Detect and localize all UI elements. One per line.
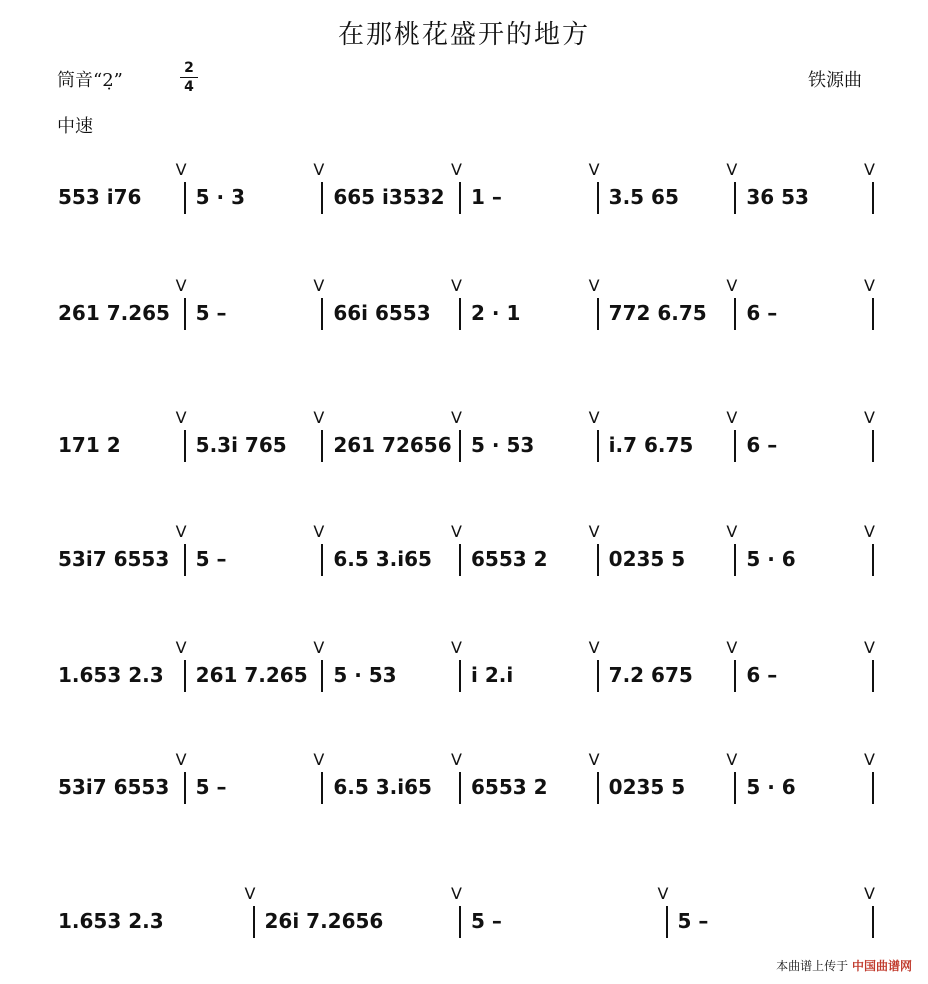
measure: 5 –: [195, 776, 227, 798]
barline: [184, 544, 186, 576]
score-system: [0, 638, 928, 700]
breath-mark: V: [451, 160, 462, 179]
barline: [734, 772, 736, 804]
measure: 5 –: [195, 302, 227, 324]
breath-mark: V: [864, 522, 875, 541]
measure: 553 i76: [58, 186, 142, 208]
breath-mark: V: [726, 638, 738, 657]
breath-mark: V: [588, 408, 600, 427]
measure: 5.3i 765: [195, 434, 287, 456]
measure: 772 6.75: [608, 302, 707, 324]
score-system: [0, 408, 928, 470]
measure: 36 53: [746, 186, 809, 208]
barline: [459, 660, 461, 692]
breath-mark: V: [313, 160, 325, 179]
barline: [872, 660, 874, 692]
measure: 0235 5: [608, 776, 686, 798]
measure: 1.653 2.3: [58, 910, 164, 932]
key-signature: 筒音“2̣”: [57, 70, 123, 91]
measure: 171 2: [58, 434, 121, 456]
breath-mark: V: [588, 276, 600, 295]
barline: [184, 660, 186, 692]
measure: 261 7.265: [58, 302, 170, 324]
breath-mark: V: [588, 160, 600, 179]
measure: 53i7 6553: [58, 548, 170, 570]
measure: 1 –: [471, 186, 502, 208]
barline: [321, 544, 323, 576]
breath-mark: V: [451, 522, 462, 541]
barline: [321, 298, 323, 330]
breath-mark: V: [864, 750, 875, 769]
tempo-marking: 中速: [57, 116, 93, 137]
breath-mark: V: [726, 408, 738, 427]
measure: 5 · 3: [195, 186, 246, 208]
barline: [872, 430, 874, 462]
breath-mark: V: [175, 522, 187, 541]
breath-mark: V: [451, 884, 462, 903]
score-system: [0, 522, 928, 584]
measure: 261 7.265: [195, 664, 308, 686]
barline: [734, 298, 736, 330]
site-logo: 中国曲谱网: [851, 959, 912, 973]
score-system: [0, 750, 928, 812]
breath-mark: V: [175, 638, 187, 657]
barline: [597, 182, 599, 214]
barline: [734, 182, 736, 214]
measure: 5 –: [677, 910, 709, 932]
measure: 7.2 675: [608, 664, 693, 686]
barline: [872, 298, 874, 330]
measure: 26i 7.2656: [264, 910, 384, 932]
breath-mark: V: [451, 750, 462, 769]
score-system: [0, 160, 928, 222]
measure: 5 · 6: [746, 776, 796, 798]
barline: [872, 772, 874, 804]
barline: [184, 298, 186, 330]
page-title: 在那桃花盛开的地方: [337, 20, 590, 50]
breath-mark: V: [175, 160, 187, 179]
breath-mark: V: [175, 750, 187, 769]
breath-mark: V: [313, 276, 325, 295]
site-footer: [776, 957, 912, 974]
measure: 2 · 1: [471, 302, 521, 324]
barline: [734, 544, 736, 576]
barline: [459, 772, 461, 804]
measure: 5 · 53: [471, 434, 535, 456]
time-signature-top: 2: [184, 60, 194, 76]
measure: 261 72656: [333, 434, 452, 456]
measure: 6 –: [746, 434, 778, 456]
time-signature: [180, 60, 198, 95]
barline: [184, 182, 186, 214]
barline: [597, 298, 599, 330]
barline: [666, 906, 668, 938]
measure: 5 · 6: [746, 548, 796, 570]
measure: 5 –: [195, 548, 227, 570]
barline: [184, 772, 186, 804]
measure: 53i7 6553: [58, 776, 170, 798]
barline: [459, 906, 461, 938]
barline: [459, 544, 461, 576]
breath-mark: V: [451, 408, 462, 427]
breath-mark: V: [726, 160, 738, 179]
barline: [321, 182, 323, 214]
measure: i.7 6.75: [608, 434, 694, 456]
breath-mark: V: [313, 522, 325, 541]
score-system: [0, 884, 928, 946]
breath-mark: V: [244, 884, 256, 903]
breath-mark: V: [451, 638, 462, 657]
footer-prefix: 本曲谱上传于: [776, 959, 849, 973]
measure: 6553 2: [471, 776, 548, 798]
barline: [459, 182, 461, 214]
barline: [872, 182, 874, 214]
barline: [734, 430, 736, 462]
barline: [184, 430, 186, 462]
barline: [734, 660, 736, 692]
barline: [321, 772, 323, 804]
barline: [253, 906, 255, 938]
measure: 665 i3532: [333, 186, 445, 208]
measure: 6553 2: [471, 548, 548, 570]
barline: [459, 430, 461, 462]
breath-mark: V: [726, 276, 738, 295]
composer: 铁源曲: [808, 70, 862, 91]
barline: [321, 430, 323, 462]
measure: 6 –: [746, 664, 778, 686]
breath-mark: V: [175, 408, 187, 427]
breath-mark: V: [864, 884, 875, 903]
measure: 6.5 3.i65: [333, 548, 432, 570]
breath-mark: V: [175, 276, 187, 295]
breath-mark: V: [588, 750, 600, 769]
measure: 1.653 2.3: [58, 664, 164, 686]
measure: 6.5 3.i65: [333, 776, 432, 798]
breath-mark: V: [864, 160, 875, 179]
breath-mark: V: [313, 638, 325, 657]
barline: [597, 660, 599, 692]
measure: 66i 6553: [333, 302, 431, 324]
barline: [597, 772, 599, 804]
barline: [872, 544, 874, 576]
score-system: [0, 276, 928, 338]
breath-mark: V: [451, 276, 462, 295]
breath-mark: V: [864, 408, 875, 427]
barline: [597, 430, 599, 462]
measure: 5 · 53: [333, 664, 397, 686]
breath-mark: V: [726, 750, 738, 769]
barline: [321, 660, 323, 692]
breath-mark: V: [864, 276, 875, 295]
breath-mark: V: [313, 750, 325, 769]
barline: [459, 298, 461, 330]
barline: [597, 544, 599, 576]
breath-mark: V: [864, 638, 875, 657]
measure: 3.5 65: [608, 186, 679, 208]
breath-mark: V: [313, 408, 325, 427]
barline: [872, 906, 874, 938]
breath-mark: V: [726, 522, 738, 541]
time-signature-bottom: 4: [184, 79, 194, 95]
breath-mark: V: [588, 638, 600, 657]
measure: 5 –: [471, 910, 502, 932]
breath-mark: V: [657, 884, 669, 903]
measure: 0235 5: [608, 548, 686, 570]
breath-mark: V: [588, 522, 600, 541]
measure: i 2.i: [471, 664, 514, 686]
measure: 6 –: [746, 302, 778, 324]
